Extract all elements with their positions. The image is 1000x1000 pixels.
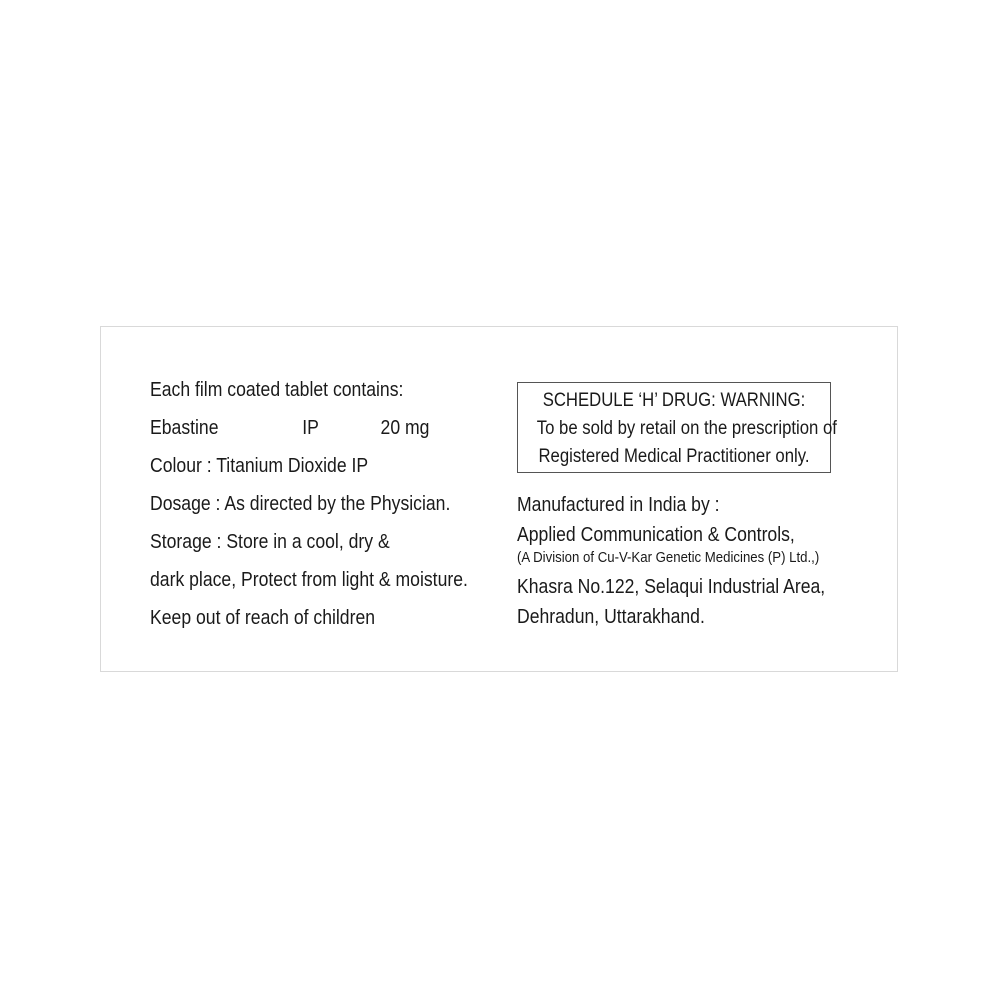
composition-intro: Each film coated tablet contains: [150, 379, 404, 401]
storage-text-line2: dark place, Protect from light & moisture. [150, 569, 468, 591]
warning-title: SCHEDULE ‘H’ DRUG: WARNING: [542, 390, 806, 411]
composition-section [150, 377, 500, 643]
composition-row [150, 415, 458, 453]
colour-text: Colour : Titanium Dioxide IP [150, 455, 369, 477]
manufacturer-address-line2: Dehradun, Uttarakhand. [517, 606, 705, 628]
ingredient-name: Ebastine [150, 417, 219, 439]
manufacturer-section [517, 492, 877, 634]
dosage-text: Dosage : As directed by the Physician. [150, 493, 451, 515]
manufacturer-heading: Manufactured in India by : [517, 494, 720, 516]
medicine-label-card [100, 326, 898, 672]
warning-line-3: Registered Medical Practitioner only. [538, 446, 810, 467]
schedule-h-warning-box [517, 382, 837, 473]
manufacturer-division: (A Division of Cu-V-Kar Genetic Medicines (P) Ltd.,) [517, 549, 820, 566]
ingredient-quantity: 20 mg [380, 417, 430, 439]
storage-text-line1: Storage : Store in a cool, dry & [150, 531, 390, 553]
children-warning-text: Keep out of reach of children [150, 607, 376, 629]
manufacturer-address-line1: Khasra No.122, Selaqui Industrial Area, [517, 576, 826, 598]
ingredient-standard: IP [302, 417, 319, 439]
warning-line-2: To be sold by retail on the prescription of [536, 418, 837, 439]
manufacturer-company: Applied Communication & Controls, [517, 524, 795, 546]
